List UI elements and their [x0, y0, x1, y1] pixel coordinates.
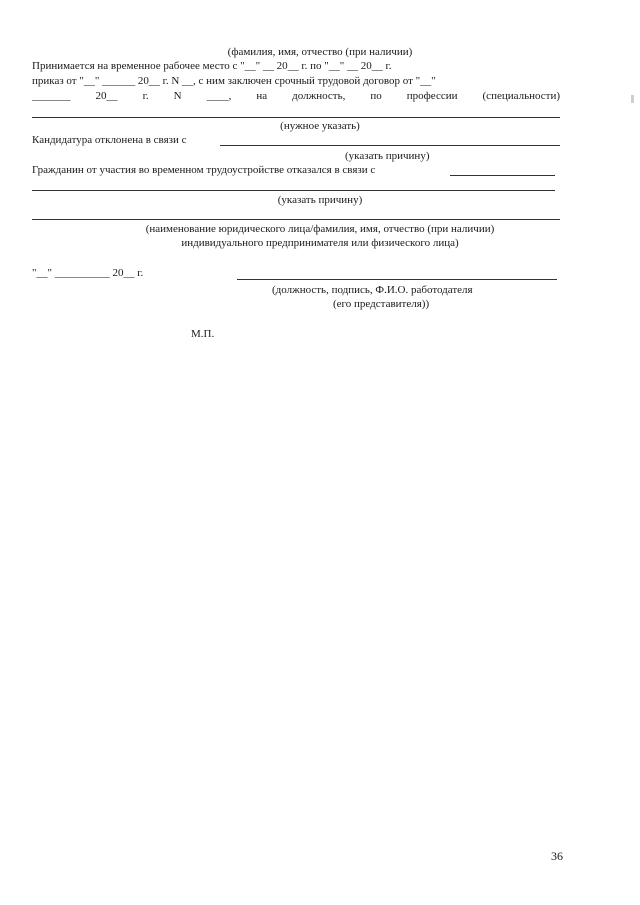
caption-needed: (нужное указать)	[280, 120, 360, 132]
line-position: _______ 20__ г. N ____, на должность, по профессии (специальности)	[32, 90, 560, 102]
rule-signature	[237, 279, 557, 280]
rule-position	[32, 117, 560, 118]
line-accepted: Принимается на временное рабочее место с "__" __ 20__ г. по "__" __ 20__ г.	[32, 60, 392, 72]
caption-reason-1: (указать причину)	[345, 150, 430, 162]
rule-employer-name	[32, 219, 560, 220]
page-number: 36	[551, 849, 563, 863]
label-refused: Гражданин от участия во временном трудоустройстве отказался в связи с	[32, 164, 376, 176]
scan-artifact	[631, 95, 634, 103]
caption-fio: (фамилия, имя, отчество (при наличии)	[227, 46, 413, 58]
rule-rejected-reason	[220, 145, 560, 146]
caption-signature-1: (должность, подпись, Ф.И.О. работодателя	[272, 284, 473, 296]
stamp-label: М.П.	[191, 328, 215, 340]
label-rejected: Кандидатура отклонена в связи с	[32, 134, 187, 146]
line-order: приказ от "__" ______ 20__ г. N __, с ним заключен срочный трудовой договор от "__"	[32, 75, 436, 87]
date-line: "__" __________ 20__ г.	[32, 267, 144, 279]
caption-employer-2: индивидуального предпринимателя или физического лица)	[181, 237, 459, 249]
caption-signature-2: (его представителя))	[333, 298, 430, 310]
rule-refused-reason-2	[32, 190, 555, 191]
rule-refused-reason-1	[450, 175, 555, 176]
caption-employer-1: (наименование юридического лица/фамилия, имя, отчество (при наличии)	[145, 223, 495, 235]
caption-reason-2: (указать причину)	[277, 194, 363, 206]
